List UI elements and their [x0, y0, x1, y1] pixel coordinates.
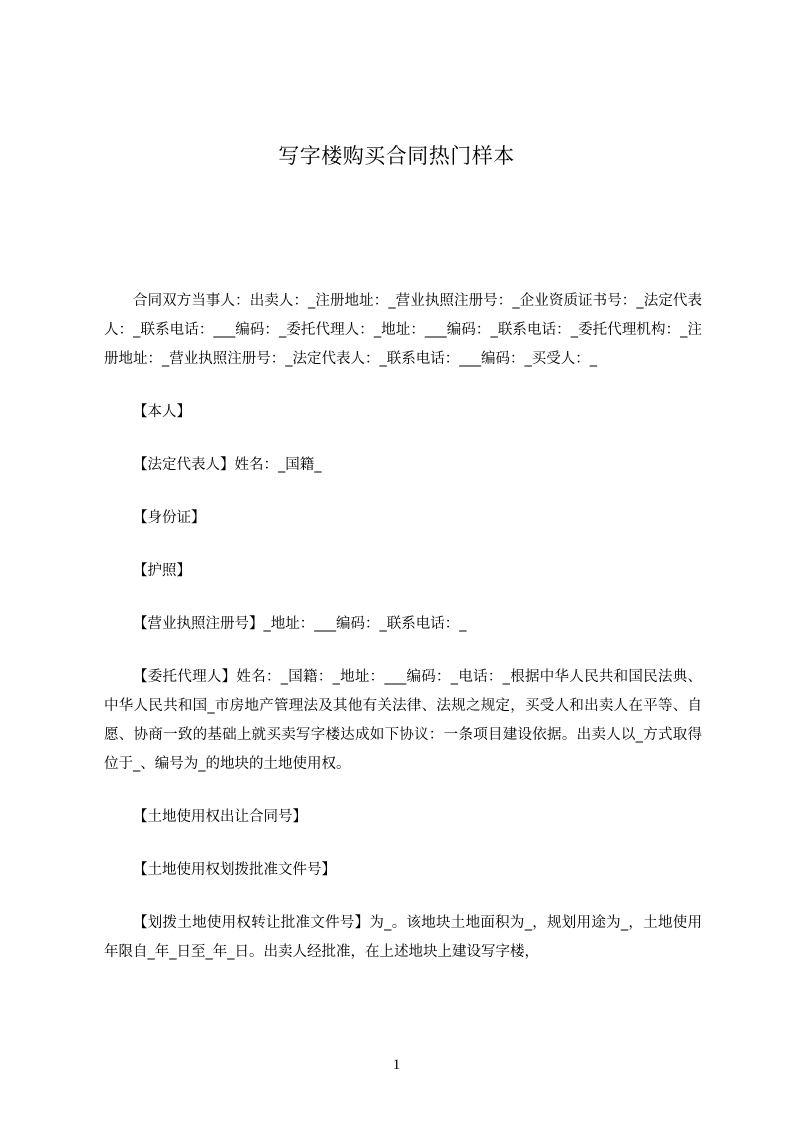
paragraph-business-license: 【营业执照注册号】_地址：___编码：_联系电话：_ [133, 616, 467, 632]
page-number: 1 [392, 1057, 401, 1073]
document-title: 写字楼购买合同热门样本 [278, 144, 515, 168]
paragraph-land-use-details: 【划拨土地使用权转让批准文件号】为_。该地块土地面积为_，规划用途为_，土地使用年限自_年_日至_年_日。出卖人经批准，在上述地块上建设写字楼， [104, 915, 702, 960]
document-body [104, 287, 702, 991]
paragraph-self: 【本人】 [133, 404, 191, 420]
paragraph-id-card: 【身份证】 [133, 510, 206, 526]
paragraph-passport: 【护照】 [133, 563, 191, 579]
paragraph-land-allocation-approval: 【土地使用权划拨批准文件号】 [133, 862, 336, 878]
paragraph-land-transfer-contract: 【土地使用权出让合同号】 [133, 809, 307, 825]
paragraph-agent-and-basis: 【委托代理人】姓名：_国籍：_地址：___编码：_电话：_根据中华人民共和国民法典、中华人民共和国_市房地产管理法及其他有关法律、法规之规定，买受人和出卖人在平等、自愿、协商一致的基础上就买卖写字楼达成如下协议：一条项目建设依据。出卖人以_方式取得位于_、编号为_的地块的土地使用权。 [104, 669, 702, 772]
paragraph-parties: 合同双方当事人：出卖人：_注册地址：_营业执照注册号：_企业资质证书号：_法定代表人：_联系电话：___编码：_委托代理人：_地址：___编码：_联系电话：_委托代理机构：_注册地址：_营业执照注册号：_法定代表人：_联系电话：___编码：_买受人：_ [104, 293, 702, 367]
paragraph-legal-representative: 【法定代表人】姓名：_国籍_ [133, 457, 322, 473]
